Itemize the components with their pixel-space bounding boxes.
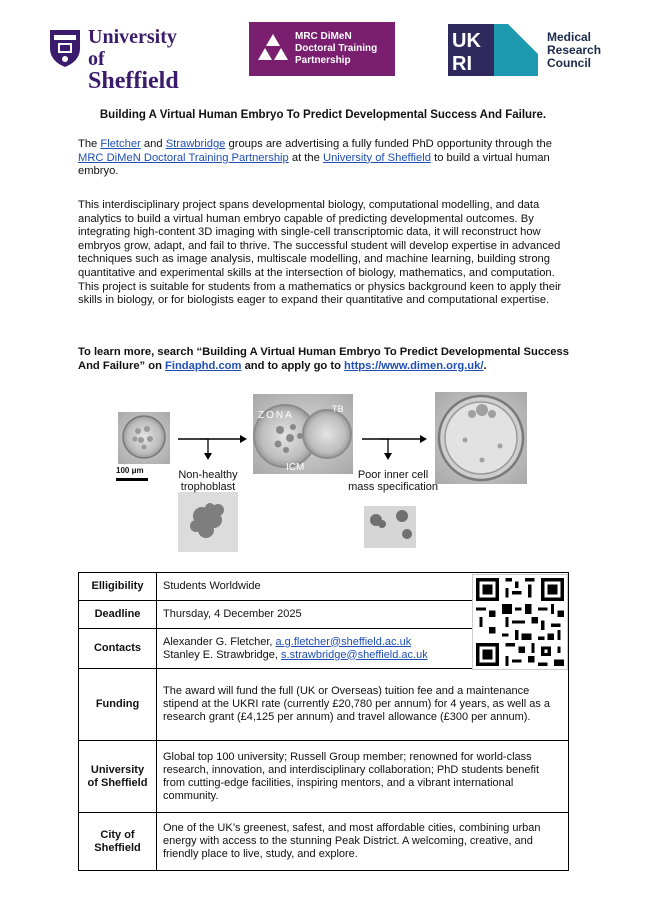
intro-text-2: and — [140, 138, 166, 150]
dtp-logo-line2: Doctoral Training — [295, 43, 378, 54]
branch-arrow-icm — [380, 439, 388, 454]
table-row-university — [79, 741, 569, 813]
university-label: University of Sheffield — [79, 741, 157, 813]
findaphd-link[interactable]: Findaphd.com — [165, 359, 242, 372]
council-logo-line3: Council — [547, 56, 591, 70]
dtp-link[interactable]: MRC DiMeN Doctoral Training Partnership — [78, 151, 289, 164]
deadline-label: Deadline — [79, 601, 157, 629]
intro-text-4: at the — [288, 151, 323, 164]
page-title: Building A Virtual Human Embryo To Predict Developmental Success And Failure. — [99, 109, 547, 121]
university-of-sheffield-logo — [48, 26, 198, 94]
intro-text-5: to build a virtual human embryo. — [78, 151, 550, 178]
table-row-funding — [79, 669, 569, 741]
dimen-triangle-icon — [258, 32, 288, 64]
contacts-label: Contacts — [79, 629, 157, 669]
university-link[interactable]: University of Sheffield — [322, 151, 431, 164]
eligibility-label: Elligibility — [79, 573, 157, 601]
branch-arrow-trophoblast — [200, 439, 208, 454]
logo-bar — [0, 20, 646, 94]
fletcher-group-link[interactable]: Fletcher — [100, 138, 141, 150]
contact-2-name: Stanley E. Strawbridge, — [163, 648, 282, 661]
embryo-development-figure — [110, 390, 540, 555]
contact-2-email-link[interactable]: s.strawbridge@sheffield.ac.uk — [281, 648, 428, 661]
strawbridge-group-link[interactable]: Strawbridge — [165, 138, 226, 150]
apply-text-3: . — [483, 359, 487, 372]
table-row-city — [79, 813, 569, 871]
non-healthy-trophoblast-label: Non-healthy trophoblast — [178, 469, 238, 493]
city-label: City of Sheffield — [79, 813, 157, 871]
dimen-url-link[interactable]: https://www.dimen.org.uk/ — [344, 359, 484, 372]
funding-label: Funding — [79, 669, 157, 741]
council-logo-line2: Research — [547, 43, 602, 57]
ukri-mark-icon — [448, 24, 538, 76]
apply-text-1: To learn more, search “Building A Virtual Human Embryo To Predict Developmental Success And Failure” on — [78, 346, 569, 372]
university-logo-line1: University of — [88, 26, 177, 70]
dtp-logo-line3: Partnership — [295, 55, 351, 66]
qr-code-image[interactable] — [472, 574, 568, 670]
city-value: One of the UK’s greenest, safest, and most affordable cities, combining urban energy with access to the stunning Peak District. A welcoming, creative, and friendly place to live, study, and explore. — [157, 813, 569, 871]
svg-text:UK: UK — [452, 30, 481, 52]
tb-label: TB — [332, 404, 344, 414]
icm-label: ICM — [286, 462, 305, 473]
intro-text-1: The — [78, 138, 101, 150]
dtp-logo-line1: MRC DiMeN — [295, 31, 352, 42]
funding-value: The award will fund the full (UK or Overseas) tuition fee and a maintenance stipend at the UKRI rate (currently £20,780 per annum) for 4 years, as well as a research grant (£4,125 per annum) and travel allowance (£300 per annum). — [157, 669, 569, 741]
poor-icm-label: Poor inner cell mass specification — [348, 469, 438, 493]
council-logo-line1: Medical — [547, 30, 592, 44]
intro-text-3: groups are advertising a fully funded PhD opportunity through the — [225, 138, 552, 150]
scale-bar-label: 100 μm — [116, 466, 144, 475]
project-description: This interdisciplinary project spans developmental biology, computational modelling, and data analytics to build a virtual human embryo capable of predicting developmental outcomes. By integrating high-content 3D imaging with single-cell transcriptomic data, it will reconstruct how embryos grow, adapt, and fail to thrive. The successful student will develop expertise in advanced techniques such as image analysis, multiscale modelling, and machine learning, building strong quantitative and experimental skills at the intersection of biology, mathematics, and computation. This project is suitable for students from a mathematics or physics background keen to apply their skills in biology, or for biologists eager to expand their quantitative and computational expertise. — [78, 199, 562, 307]
intro-paragraph — [78, 138, 578, 179]
zona-label: ZONA — [258, 410, 294, 421]
contact-1-name: Alexander G. Fletcher, — [163, 635, 276, 648]
early-embryo-cell — [123, 416, 165, 458]
poor-icm-image — [364, 506, 416, 548]
mrc-dimen-logo — [249, 22, 395, 76]
svg-text:RI: RI — [452, 53, 472, 75]
university-value: Global top 100 university; Russell Group member; renowned for world-class research, innovation, and interdisciplinary collaboration; PhD students benefit from cutting-edge facilities, inspiring mentors, and a vibrant international community. — [157, 741, 569, 813]
scale-bar — [116, 478, 148, 481]
apply-paragraph — [78, 346, 578, 373]
university-logo-line2: Sheffield — [88, 68, 179, 94]
eligibility-value: Students Worldwide — [157, 573, 569, 601]
deadline-value: Thursday, 4 December 2025 — [157, 601, 569, 629]
ukri-mrc-logo — [448, 24, 618, 76]
university-crest-icon — [48, 28, 82, 68]
contact-1-email-link[interactable]: a.g.fletcher@sheffield.ac.uk — [275, 635, 412, 648]
apply-text-2: and to apply go to — [241, 359, 345, 372]
